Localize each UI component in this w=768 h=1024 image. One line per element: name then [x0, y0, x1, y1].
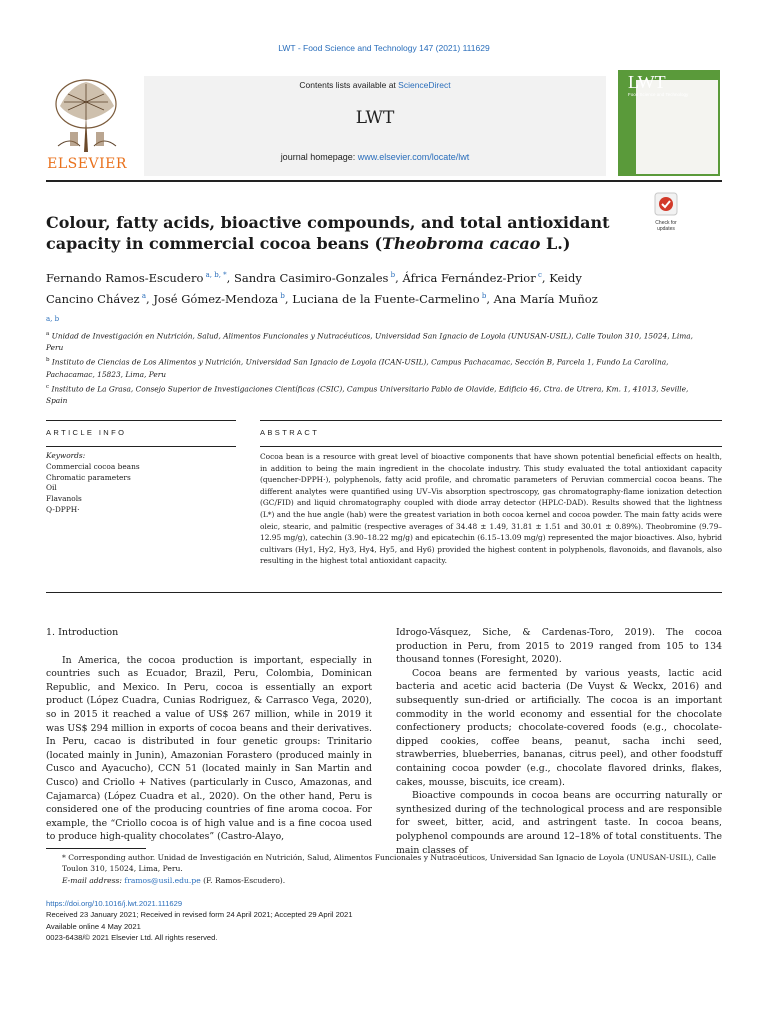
author-separator: , [226, 270, 234, 285]
header-divider [46, 180, 722, 182]
title-part-1: Colour, fatty acids, bioactive compounds, and total antioxidant capacity in commercial cocoa beans ( [46, 213, 610, 253]
publication-info [46, 898, 722, 944]
elsevier-tree-icon [50, 76, 124, 152]
journal-cover-thumbnail[interactable] [618, 70, 720, 176]
journal-banner [144, 76, 606, 176]
homepage-line [144, 152, 606, 162]
title-part-2: L.) [540, 234, 571, 253]
email-suffix: (F. Ramos-Escudero). [200, 875, 286, 885]
keyword-list [46, 462, 236, 516]
author-separator: , [284, 291, 293, 306]
affiliation-text: Unidad de Investigación en Nutrición, Salud, Alimentos Funcionales y Nutracéuticos, Universidad San Ignacio de Loyola (UNUSAN-USIL), Calle Toulon 310, 15024, Lima, Peru [46, 331, 693, 353]
journal-reference[interactable]: LWT - Food Science and Technology 147 (2021) 111629 [278, 43, 490, 53]
cover-title: LWT [628, 72, 666, 92]
author-name[interactable]: Keidy Cancino Chávez [46, 270, 582, 306]
email-link[interactable]: framos@usil.edu.pe [124, 875, 201, 885]
contents-line [144, 80, 606, 90]
abstract-heading: ABSTRACT [260, 428, 320, 437]
author-name[interactable]: Sandra Casimiro-Gonzales [233, 270, 389, 285]
elsevier-wordmark: ELSEVIER [47, 156, 127, 172]
article-info-heading: ARTICLE INFO [46, 428, 127, 437]
author-separator: , [541, 270, 550, 285]
keyword-item: Commercial cocoa beans [46, 461, 140, 471]
check-for-updates-label: Check for updates [655, 220, 677, 232]
keyword-item: Chromatic parameters [46, 472, 131, 482]
keyword-item: Q-DPPH· [46, 504, 80, 514]
author-separator: , [395, 270, 403, 285]
author-separator: , [486, 291, 494, 306]
body-column-left [46, 626, 372, 844]
author-name[interactable]: Fernando Ramos-Escudero [46, 270, 204, 285]
affiliations [46, 328, 706, 407]
keywords-heading: Keywords: [46, 451, 86, 460]
corresponding-author-note: * Corresponding author. Unidad de Investigación en Nutrición, Salud, Alimentos Funcionales y Nutracéuticos, Universidad San Ignacio de Loyola (UNUSAN-USIL), Calle Toulon 310, 15024, Lima, Peru. [62, 853, 716, 874]
doi-link[interactable]: https://doi.org/10.1016/j.lwt.2021.111629 [46, 899, 183, 908]
journal-homepage-link[interactable]: www.elsevier.com/locate/lwt [357, 152, 470, 162]
left-paragraphs [46, 654, 372, 844]
author-name[interactable]: África Fernández-Prior [402, 270, 536, 285]
affiliation-label: c [46, 383, 50, 390]
body-paragraph: Cocoa beans are fermented by various yeasts, lactic acid bacteria and acetic acid bacteria (De Vuyst & Weckx, 2016) and subsequently sun-dried or artificially. The cocoa is an important commodity in the world economy and essential for the chocolate confectionery products; chocolate-covered foods (e.g., chocolate-dipped cookies, coffee beans, peanut, sacha inchi seed, strawberries, blueberries, bananas, citrus peel), and other foodstuff containing cocoa powder (e.g., chocolate flavored drinks, flakes, cakes, mousse, biscuits, ice cream). [396, 667, 722, 788]
article-info-top-rule [46, 420, 236, 421]
abstract-rule [260, 446, 722, 447]
author-name[interactable]: Luciana de la Fuente-Carmelino [292, 291, 480, 306]
keyword-item: Oil [46, 483, 57, 493]
affiliation-label: b [46, 357, 50, 364]
check-for-updates-button[interactable] [648, 192, 684, 232]
author-affiliation-marker[interactable]: b [278, 291, 285, 300]
affiliation-text: Instituto de Ciencias de Los Alimentos y Nutrición, Universidad San Ignacio de Loyola (ICAN-USIL), Campus Pachacamac, Sección B, Parcela 1, Fundo La Carolina, Pachacamac, 15823, Lima, Peru [46, 357, 669, 379]
keywords-rule [46, 446, 236, 447]
affiliation-b [46, 354, 706, 380]
received-dates: Received 23 January 2021; Received in revised form 24 April 2021; Accepted 29 April 2021 [46, 910, 353, 920]
affiliation-text: Instituto de La Grasa, Consejo Superior de Investigaciones Científicas (CSIC), Campus Universitario Pablo de Olavide, Edificio 46, Ctra. de Utrera, Km. 1, 41013, Seville, Spain [46, 384, 689, 406]
abstract-bottom-rule [46, 592, 722, 593]
author-list [46, 266, 606, 330]
abstract-top-rule [260, 420, 722, 421]
author-name[interactable]: Ana María Muñoz [493, 291, 598, 306]
keywords-block [46, 451, 236, 516]
section-title-introduction: 1. Introduction [46, 627, 119, 638]
cover-subtitle: Food Science and Technology [628, 92, 689, 97]
online-date: Available online 4 May 2021 [46, 921, 141, 931]
author-affiliation-marker[interactable]: a [139, 291, 146, 300]
affiliation-a [46, 328, 706, 354]
affiliation-c [46, 381, 706, 407]
journal-name: LWT [355, 108, 395, 128]
homepage-prefix: journal homepage: [280, 152, 358, 162]
affiliation-label: a [46, 331, 50, 337]
body-paragraph: Idrogo-Vásquez, Siche, & Cardenas-Toro, 2019). The cocoa production in Peru, from 2015 to 2019 ranged from 105 to 134 thousand tonnes (Foresight, 2020). [396, 627, 722, 666]
body-column-right [396, 626, 722, 857]
contents-prefix: Contents lists available at [299, 80, 399, 90]
author-affiliation-marker[interactable]: b [388, 271, 396, 279]
email-note [46, 875, 722, 886]
article-title [46, 212, 636, 254]
author-affiliation-marker[interactable]: c [535, 271, 542, 279]
footnote-rule [46, 848, 146, 849]
body-paragraph: Bioactive compounds in cocoa beans are occurring naturally or synthesized during of the technological process and are responsible for sweet, bitter, acid, and astringent taste. In cocoa beans, polyphenol compounds are around 12–18% of total constituents. The main classes of [396, 790, 722, 856]
footnotes [46, 852, 722, 886]
email-label: E-mail address: [62, 875, 125, 885]
keyword-item: Flavanols [46, 494, 82, 504]
elsevier-logo[interactable] [46, 76, 128, 176]
author-separator: , [146, 291, 154, 306]
sciencedirect-link[interactable]: ScienceDirect [398, 80, 451, 90]
check-for-updates-icon [654, 192, 678, 216]
copyright-line: 0023-6438/© 2021 Elsevier Ltd. All rights reserved. [46, 933, 218, 943]
author-name[interactable]: José Gómez-Mendoza [153, 291, 279, 306]
title-species: Theobroma cacao [382, 234, 541, 253]
right-paragraphs [396, 626, 722, 857]
author-affiliation-marker[interactable]: a, b [46, 314, 60, 323]
author-affiliation-marker[interactable]: b [479, 291, 487, 300]
journal-header [46, 66, 720, 176]
body-paragraph: In America, the cocoa production is important, especially in countries such as Ecuador, Brazil, Peru, Colombia, Dominican Republic, and Mexico. In Peru, cocoa is essentially an export product (López Cuadra, Cunias Rodriguez, & Carrasco Vega, 2020), so in 2015 it reached a value of US$ 267 million, while in 2019 it was US$ 294 million in exports of cocoa beans and their derivatives. In Peru, cacao is distributed in four genetic groups: Trinitario (located mainly in Junin), Amazonian Forastero (produced mainly in Cusco and Ayacucho), CCN 51 (located mainly in San Martin and Cusco) and Criollo + Natives (particularly in Cusco, Amazonas, and Cajamarca) (López Cuadra et al., 2020). On the other hand, Peru is considered one of the producing countries of fine aroma cocoa. For example, the “Criollo cocoa is of high value and is a fine cocoa used to produce high-quality chocolates” (Castro-Alayo, [46, 654, 372, 843]
author-affiliation-marker[interactable]: a, b, * [203, 271, 227, 279]
abstract-text: Cocoa bean is a resource with great level of bioactive components that have shown potential beneficial effects on health, in addition to being the main ingredient in the chocolate industry. This study evaluated the total antioxidant capacity (quencher-DPPH·), polyphenols, fatty acid profile, and chromatic parameters of Peruvian commercial cocoa beans. The different analytes were quantified using UV–Vis absorption spectroscopy, gas chromatography-flame ionization detection (GC/FID) and liquid chromatography coupled with diode array detector (HPLC-DAD). Results showed that the lightness (L*) and the hue angle (hab) were the greatest variation in both cocoa kernel and cocoa powder. The main fatty acids were oleic, stearic, and palmitic (respective averages of 34.48 ± 1.49, 31.81 ± 1.51 and 30.01 ± 0.89%). Theobromine (9.79–12.95 mg/g), catechin (3.90–18.22 mg/g) and epicatechin (6.15–13.09 mg/g) represented the major bioactives. Also, hybrid cultivars (Hy1, Hy2, Hy3, Hy4, Hy5, and Hy6) provided the highest content in polyphenols, flavonoids, and flavanols, also resulting in the highest total antioxidant capacity. [260, 452, 722, 566]
